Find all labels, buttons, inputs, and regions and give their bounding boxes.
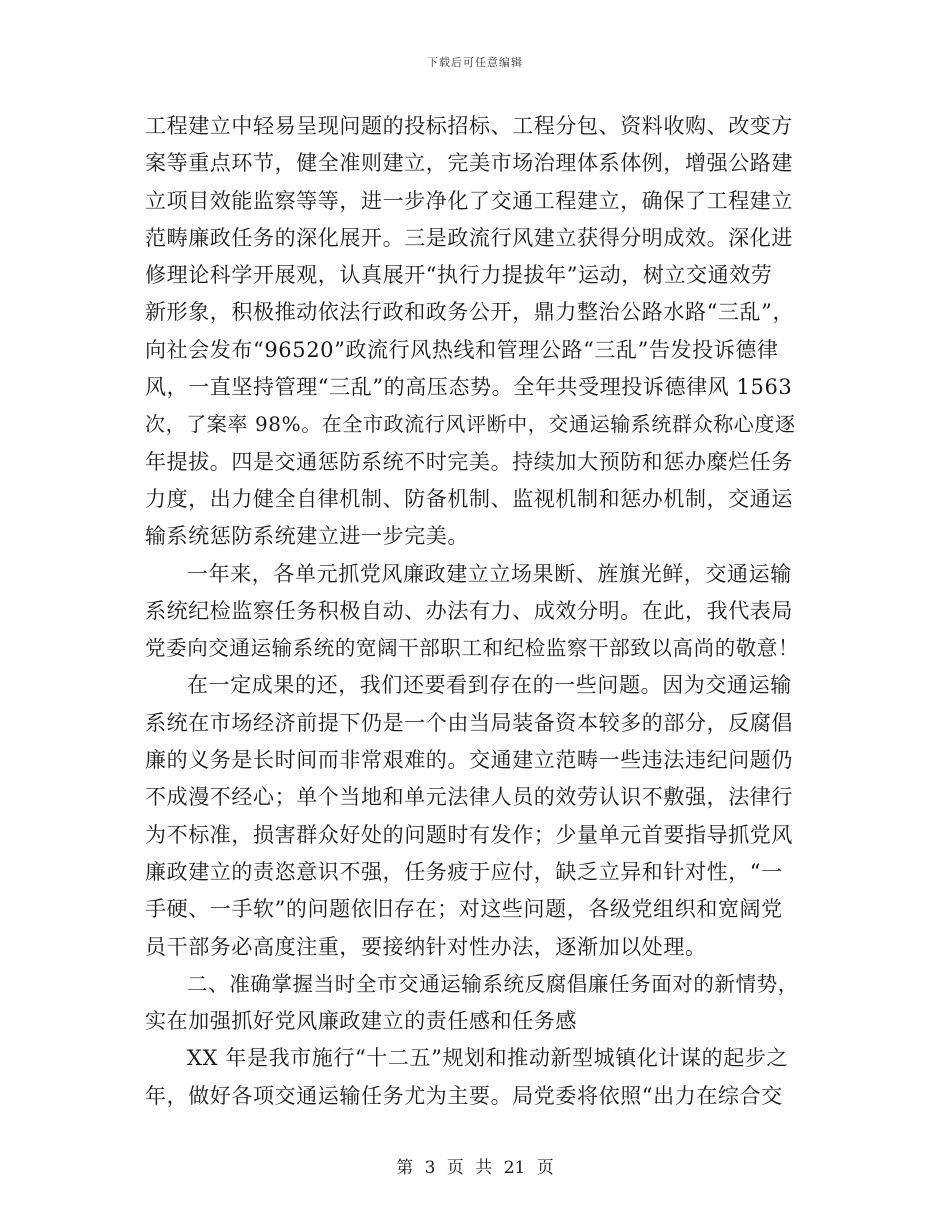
text-line: 工程建立中轻易呈现问题的投标招标、工程分包、资料收购、改变方	[145, 114, 793, 138]
text-line: 为不标准，损害群众好处的问题时有发作；少量单元首要指导抓党风	[145, 822, 793, 847]
document-body	[145, 108, 810, 1115]
text-line: 不成漫不经心；单个当地和单元法律人员的效劳认识不敷强，法律行	[145, 785, 793, 810]
page-footer	[0, 1153, 950, 1178]
header-note: 下载后可任意编辑	[427, 56, 523, 69]
text-line: 力度，出力健全自律机制、防备机制、监视机制和惩办机制，交通运	[145, 486, 793, 511]
text-line: 二、准确掌握当时全市交通运输系统反腐倡廉任务面对的新情势，	[187, 971, 799, 996]
text-line: 系统纪检监察任务积极自动、办法有力、成效分明。在此，我代表局	[145, 598, 793, 623]
footer-prefix: 第	[396, 1158, 414, 1178]
text-line: 手硬、一手软”的问题依旧存在；对这些问题，各级党组织和宽阔党	[145, 897, 783, 922]
text-line: XX 年是我市施行“十二五”规划和推动新型城镇化计谋的起步之	[187, 1046, 789, 1071]
text-line: 廉政建立的责恣意识不强，任务疲于应付，缺乏立异和针对性，“一	[145, 859, 783, 884]
text-line: 系统在市场经济前提下仍是一个由当局装备资本较多的部分，反腐倡	[145, 710, 793, 735]
footer-total-pages: 21	[503, 1158, 526, 1178]
text-line: 立项目效能监察等等，进一步净化了交通工程建立，确保了工程建立	[145, 188, 793, 213]
footer-page-number: 3	[424, 1158, 436, 1178]
footer-suffix: 页	[536, 1158, 554, 1178]
text-line: 修理论科学开展观，认真展开“执行力提拔年”运动，树立交通效劳	[145, 263, 773, 288]
text-line: 年，做好各项交通运输任务尤为主要。局党委将依照“出力在综合交	[145, 1083, 783, 1108]
text-line: 年提拔。四是交通惩防系统不时完美。持续加大预防和惩办糜烂任务	[145, 449, 793, 474]
text-line: 实在加强抓好党风廉政建立的责任感和任务感	[145, 1009, 577, 1034]
text-line: 员干部务必高度注重，要接纳针对性办法，逐渐加以处理。	[145, 934, 707, 959]
text-line: 廉的义务是长时间而非常艰难的。交通建立范畴一些违法违纪问题仍	[145, 748, 793, 773]
text-line: 向社会发布“96520”政流行风热线和管理公路“三乱”告发投诉德律	[145, 337, 779, 362]
text-line: 案等重点环节，健全准则建立，完美市场治理体系体例，增强公路建	[145, 151, 793, 176]
text-line: 输系统惩防系统建立进一步完美。	[145, 524, 469, 549]
text-line: 一年来，各单元抓党风廉政建立立场果断、旌旗光鲜，交通运输	[187, 561, 792, 586]
text-line: 次，了案率 98%。在全市政流行风评断中，交通运输系统群众称心度逐	[145, 412, 796, 437]
text-line: 党委向交通运输系统的宽阔干部职工和纪检监察干部致以高尚的敬意！	[145, 636, 800, 661]
text-line: 范畴廉政任务的深化展开。三是政流行风建立获得分明成效。深化进	[145, 225, 793, 250]
text-line: 风，一直坚持管理“三乱”的高压态势。全年共受理投诉德律风 1563	[145, 375, 793, 400]
text-line: 新形象，积极推动依法行政和政务公开，鼎力整治公路水路“三乱”，	[145, 300, 795, 325]
text-line: 在一定成果的还，我们还要看到存在的一些问题。因为交通运输	[187, 673, 792, 698]
footer-middle: 页 共	[446, 1158, 493, 1178]
